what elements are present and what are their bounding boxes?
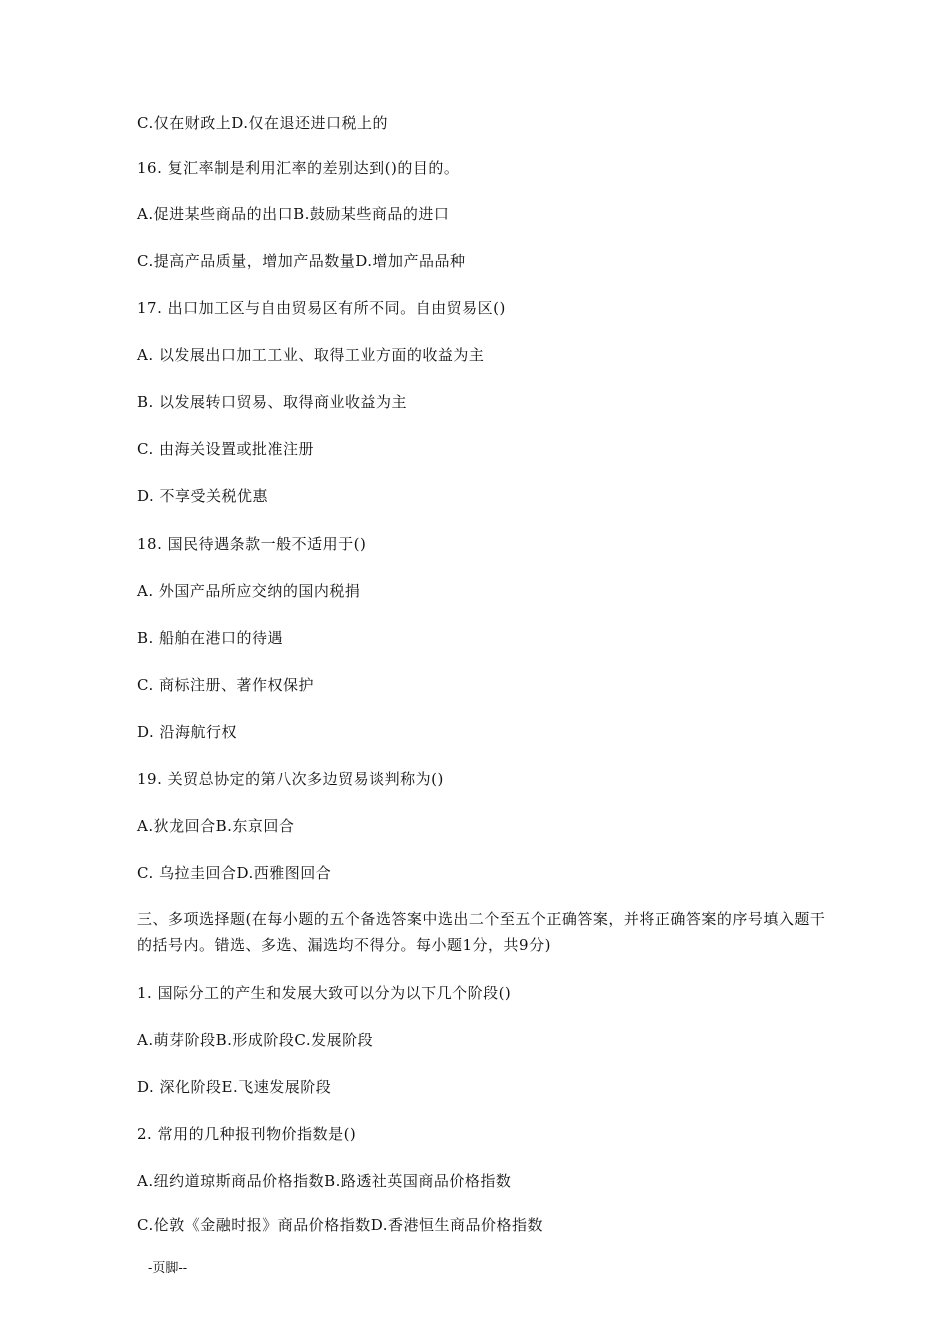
option-line: B. 船舶在港口的待遇 bbox=[137, 629, 284, 647]
page-footer: -页脚-- bbox=[148, 1261, 188, 1276]
option-line: A.促进某些商品的出口B.鼓励某些商品的进口 bbox=[137, 205, 450, 223]
question-18: 18. 国民待遇条款一般不适用于() bbox=[137, 535, 367, 553]
option-line: C. 乌拉圭回合D.西雅图回合 bbox=[137, 864, 332, 882]
option-line: A. 以发展出口加工工业、取得工业方面的收益为主 bbox=[137, 346, 485, 364]
option-line: C. 由海关设置或批准注册 bbox=[137, 440, 314, 458]
option-line: D. 沿海航行权 bbox=[137, 723, 238, 741]
question-17: 17. 出口加工区与自由贸易区有所不同。自由贸易区() bbox=[137, 299, 506, 317]
question-2: 2. 常用的几种报刊物价指数是() bbox=[137, 1125, 357, 1143]
question-19: 19. 关贸总协定的第八次多边贸易谈判称为() bbox=[137, 770, 444, 788]
section-heading: 三、多项选择题(在每小题的五个备选答案中选出二个至五个正确答案，并将正确答案的序号填入题干的括号内。错选、多选、漏选均不得分。每小题1分，共9分) bbox=[137, 910, 826, 954]
question-16: 16. 复汇率制是利用汇率的差别达到()的目的。 bbox=[137, 159, 460, 177]
text-line: C.仅在财政上D.仅在退还进口税上的 bbox=[137, 114, 388, 132]
option-line: A. 外国产品所应交纳的国内税捐 bbox=[137, 582, 361, 600]
option-line: C.伦敦《金融时报》商品价格指数D.香港恒生商品价格指数 bbox=[137, 1216, 543, 1234]
option-line: B. 以发展转口贸易、取得商业收益为主 bbox=[137, 393, 408, 411]
question-1: 1. 国际分工的产生和发展大致可以分为以下几个阶段() bbox=[137, 984, 512, 1002]
option-line: C. 商标注册、著作权保护 bbox=[137, 676, 314, 694]
option-line: C.提高产品质量，增加产品数量D.增加产品品种 bbox=[137, 252, 466, 270]
option-line: A.狄龙回合B.东京回合 bbox=[137, 817, 295, 835]
option-line: A.纽约道琼斯商品价格指数B.路透社英国商品价格指数 bbox=[137, 1172, 512, 1190]
option-line: D. 深化阶段E.飞速发展阶段 bbox=[137, 1078, 332, 1096]
option-line: A.萌芽阶段B.形成阶段C.发展阶段 bbox=[137, 1031, 374, 1049]
option-line: D. 不享受关税优惠 bbox=[137, 487, 269, 505]
